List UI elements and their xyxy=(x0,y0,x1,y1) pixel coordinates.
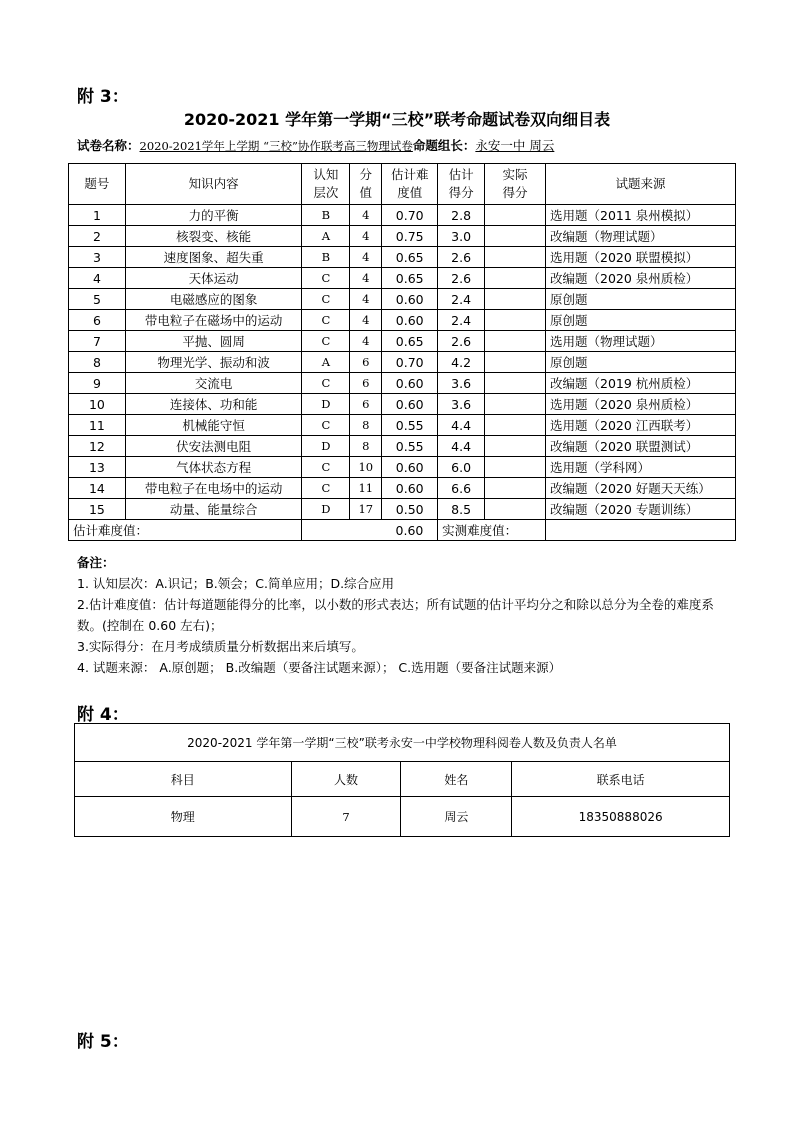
note-item: 4. 试题来源： A.原创题； B.改编题（要备注试题来源）； C.选用题（要备注试题来源） xyxy=(77,660,562,675)
cell-estimated-score: 2.4 xyxy=(438,289,485,310)
col-header-topic: 知识内容 xyxy=(125,164,302,205)
cell-estimated-score: 2.6 xyxy=(438,247,485,268)
cell-topic: 气体状态方程 xyxy=(125,457,302,478)
cell-source: 改编题（2019 杭州质检） xyxy=(546,373,736,394)
cell-cognitive-level: D xyxy=(302,436,350,457)
cell-score: 4 xyxy=(350,289,382,310)
cell-question-number: 4 xyxy=(69,268,126,289)
cell-actual-score xyxy=(485,352,546,373)
cell-score: 10 xyxy=(350,457,382,478)
cell-question-number: 9 xyxy=(69,373,126,394)
cell-actual-score xyxy=(485,268,546,289)
cell-actual-score xyxy=(485,373,546,394)
grader-staff-table xyxy=(74,723,730,837)
table-footer-row xyxy=(69,520,736,541)
leader-label: 命题组长： xyxy=(412,138,476,153)
cell-cognitive-level: C xyxy=(302,373,350,394)
cell-question-number: 5 xyxy=(69,289,126,310)
cell-actual-score xyxy=(485,436,546,457)
table-row xyxy=(69,373,736,394)
table-row xyxy=(69,268,736,289)
table-row xyxy=(69,415,736,436)
cell-topic: 伏安法测电阻 xyxy=(125,436,302,457)
cell-question-number: 15 xyxy=(69,499,126,520)
cell-actual-score xyxy=(485,310,546,331)
cell-topic: 速度图象、超失重 xyxy=(125,247,302,268)
cell-topic: 带电粒子在磁场中的运动 xyxy=(125,310,302,331)
cell-topic: 力的平衡 xyxy=(125,205,302,226)
cell-topic: 连接体、功和能 xyxy=(125,394,302,415)
leader-name: 永安一中 周云 xyxy=(475,138,555,153)
cell-question-number: 1 xyxy=(69,205,126,226)
staff-subject: 物理 xyxy=(75,797,292,837)
cell-cognitive-level: D xyxy=(302,499,350,520)
cell-score: 4 xyxy=(350,331,382,352)
estimated-difficulty-label: 估计难度值： xyxy=(69,520,302,541)
cell-question-number: 7 xyxy=(69,331,126,352)
col-header-estimated-score: 估计 得分 xyxy=(438,164,485,205)
cell-cognitive-level: C xyxy=(302,289,350,310)
cell-score: 6 xyxy=(350,352,382,373)
cell-topic: 电磁感应的图象 xyxy=(125,289,302,310)
cell-score: 6 xyxy=(350,394,382,415)
actual-difficulty-label: 实测难度值： xyxy=(438,520,546,541)
cell-estimated-score: 4.4 xyxy=(438,436,485,457)
appendix-5-heading: 附 5： xyxy=(77,1032,129,1052)
cell-score: 8 xyxy=(350,436,382,457)
note-item: 2.估计难度值：估计每道题能得分的比率，以小数的形式表达；所有试题的估计平均分之和除以总分为全卷的难度系数。(控制在 0.60 左右)； xyxy=(77,597,714,633)
cell-actual-score xyxy=(485,247,546,268)
cell-source: 选用题（学科网） xyxy=(546,457,736,478)
table-row xyxy=(69,310,736,331)
col-header-source: 试题来源 xyxy=(546,164,736,205)
cell-score: 11 xyxy=(350,478,382,499)
cell-score: 4 xyxy=(350,268,382,289)
cell-question-number: 12 xyxy=(69,436,126,457)
cell-cognitive-level: B xyxy=(302,247,350,268)
cell-cognitive-level: C xyxy=(302,478,350,499)
cell-estimated-score: 2.6 xyxy=(438,331,485,352)
cell-topic: 机械能守恒 xyxy=(125,415,302,436)
cell-difficulty: 0.60 xyxy=(382,394,438,415)
table-row xyxy=(69,352,736,373)
table-row xyxy=(69,457,736,478)
cell-difficulty: 0.60 xyxy=(382,373,438,394)
cell-question-number: 3 xyxy=(69,247,126,268)
cell-source: 原创题 xyxy=(546,352,736,373)
table-row xyxy=(69,478,736,499)
cell-source: 改编题（2020 联盟测试） xyxy=(546,436,736,457)
table-row xyxy=(69,499,736,520)
cell-score: 4 xyxy=(350,205,382,226)
table-row xyxy=(69,394,736,415)
cell-question-number: 11 xyxy=(69,415,126,436)
cell-difficulty: 0.65 xyxy=(382,331,438,352)
cell-actual-score xyxy=(485,226,546,247)
cell-source: 改编题（2020 泉州质检） xyxy=(546,268,736,289)
cell-question-number: 13 xyxy=(69,457,126,478)
note-item: 3.实际得分：在月考成绩质量分析数据出来后填写。 xyxy=(77,639,364,654)
cell-question-number: 14 xyxy=(69,478,126,499)
cell-topic: 带电粒子在电场中的运动 xyxy=(125,478,302,499)
table-row xyxy=(69,331,736,352)
appendix-4-heading: 附 4： xyxy=(77,705,129,725)
cell-topic: 天体运动 xyxy=(125,268,302,289)
cell-estimated-score: 4.2 xyxy=(438,352,485,373)
cell-source: 选用题（2020 泉州质检） xyxy=(546,394,736,415)
col-header-cognitive-level: 认知 层次 xyxy=(302,164,350,205)
staff-name: 周云 xyxy=(401,797,512,837)
cell-source: 改编题（2020 专题训练） xyxy=(546,499,736,520)
cell-difficulty: 0.50 xyxy=(382,499,438,520)
cell-difficulty: 0.60 xyxy=(382,457,438,478)
exam-info-line xyxy=(77,136,554,154)
cell-difficulty: 0.60 xyxy=(382,310,438,331)
cell-source: 选用题（2020 联盟模拟） xyxy=(546,247,736,268)
appendix-3-heading: 附 3： xyxy=(77,87,129,107)
cell-actual-score xyxy=(485,478,546,499)
staff-header-phone: 联系电话 xyxy=(512,762,730,797)
cell-estimated-score: 2.4 xyxy=(438,310,485,331)
cell-difficulty: 0.65 xyxy=(382,268,438,289)
cell-cognitive-level: C xyxy=(302,310,350,331)
cell-difficulty: 0.75 xyxy=(382,226,438,247)
cell-cognitive-level: C xyxy=(302,457,350,478)
cell-score: 4 xyxy=(350,247,382,268)
cell-actual-score xyxy=(485,331,546,352)
cell-question-number: 6 xyxy=(69,310,126,331)
table-body xyxy=(69,205,736,520)
cell-source: 改编题（物理试题） xyxy=(546,226,736,247)
cell-difficulty: 0.55 xyxy=(382,415,438,436)
staff-phone: 18350888026 xyxy=(512,797,730,837)
cell-score: 8 xyxy=(350,415,382,436)
cell-cognitive-level: C xyxy=(302,331,350,352)
cell-source: 原创题 xyxy=(546,289,736,310)
cell-actual-score xyxy=(485,205,546,226)
cell-topic: 物理光学、振动和波 xyxy=(125,352,302,373)
table-row xyxy=(69,205,736,226)
cell-actual-score xyxy=(485,289,546,310)
cell-topic: 核裂变、核能 xyxy=(125,226,302,247)
col-header-difficulty: 估计难 度值 xyxy=(382,164,438,205)
cell-score: 17 xyxy=(350,499,382,520)
col-header-actual-score: 实际 得分 xyxy=(485,164,546,205)
cell-difficulty: 0.55 xyxy=(382,436,438,457)
note-item: 1. 认知层次：A.识记；B.领会；C.简单应用；D.综合应用 xyxy=(77,576,395,591)
exam-name: 2020-2021学年上学期 “三校”协作联考高三物理试卷 xyxy=(139,139,413,153)
cell-source: 改编题（2020 好题天天练） xyxy=(546,478,736,499)
cell-difficulty: 0.60 xyxy=(382,289,438,310)
cell-cognitive-level: A xyxy=(302,226,350,247)
cell-topic: 动量、能量综合 xyxy=(125,499,302,520)
cell-estimated-score: 2.8 xyxy=(438,205,485,226)
staff-header-subject: 科目 xyxy=(75,762,292,797)
staff-count: 7 xyxy=(291,797,401,837)
cell-source: 选用题（2020 江西联考） xyxy=(546,415,736,436)
notes-heading: 备注： xyxy=(77,555,115,570)
cell-estimated-score: 8.5 xyxy=(438,499,485,520)
cell-source: 原创题 xyxy=(546,310,736,331)
cell-cognitive-level: B xyxy=(302,205,350,226)
two-way-spec-table xyxy=(68,163,736,541)
cell-cognitive-level: C xyxy=(302,415,350,436)
table-row xyxy=(69,289,736,310)
cell-question-number: 2 xyxy=(69,226,126,247)
appendix-3-title: 2020-2021 学年第一学期“三校”联考命题试卷双向细目表 xyxy=(183,110,611,129)
cell-cognitive-level: D xyxy=(302,394,350,415)
notes-section xyxy=(77,552,737,678)
cell-estimated-score: 2.6 xyxy=(438,268,485,289)
cell-source: 选用题（物理试题） xyxy=(546,331,736,352)
staff-header-name: 姓名 xyxy=(401,762,512,797)
cell-score: 4 xyxy=(350,310,382,331)
table-header-row xyxy=(69,164,736,205)
cell-difficulty: 0.70 xyxy=(382,352,438,373)
cell-estimated-score: 3.6 xyxy=(438,373,485,394)
cell-actual-score xyxy=(485,499,546,520)
cell-actual-score xyxy=(485,394,546,415)
cell-estimated-score: 3.6 xyxy=(438,394,485,415)
estimated-difficulty-value: 0.60 xyxy=(382,520,438,541)
cell-actual-score xyxy=(485,457,546,478)
table-row xyxy=(69,436,736,457)
cell-cognitive-level: C xyxy=(302,268,350,289)
cell-topic: 交流电 xyxy=(125,373,302,394)
cell-source: 选用题（2011 泉州模拟） xyxy=(546,205,736,226)
cell-cognitive-level: A xyxy=(302,352,350,373)
cell-difficulty: 0.65 xyxy=(382,247,438,268)
cell-estimated-score: 3.0 xyxy=(438,226,485,247)
staff-table-title: 2020-2021 学年第一学期“三校”联考永安一中学校物理科阅卷人数及负责人名单 xyxy=(75,724,730,762)
cell-estimated-score: 4.4 xyxy=(438,415,485,436)
cell-estimated-score: 6.6 xyxy=(438,478,485,499)
cell-question-number: 10 xyxy=(69,394,126,415)
staff-header-count: 人数 xyxy=(291,762,401,797)
col-header-score: 分 值 xyxy=(350,164,382,205)
cell-topic: 平抛、圆周 xyxy=(125,331,302,352)
cell-score: 4 xyxy=(350,226,382,247)
table-row xyxy=(69,226,736,247)
cell-actual-score xyxy=(485,415,546,436)
cell-question-number: 8 xyxy=(69,352,126,373)
cell-difficulty: 0.70 xyxy=(382,205,438,226)
cell-difficulty: 0.60 xyxy=(382,478,438,499)
cell-estimated-score: 6.0 xyxy=(438,457,485,478)
col-header-number: 题号 xyxy=(69,164,126,205)
exam-name-label: 试卷名称： xyxy=(77,138,140,153)
cell-score: 6 xyxy=(350,373,382,394)
table-row xyxy=(69,247,736,268)
